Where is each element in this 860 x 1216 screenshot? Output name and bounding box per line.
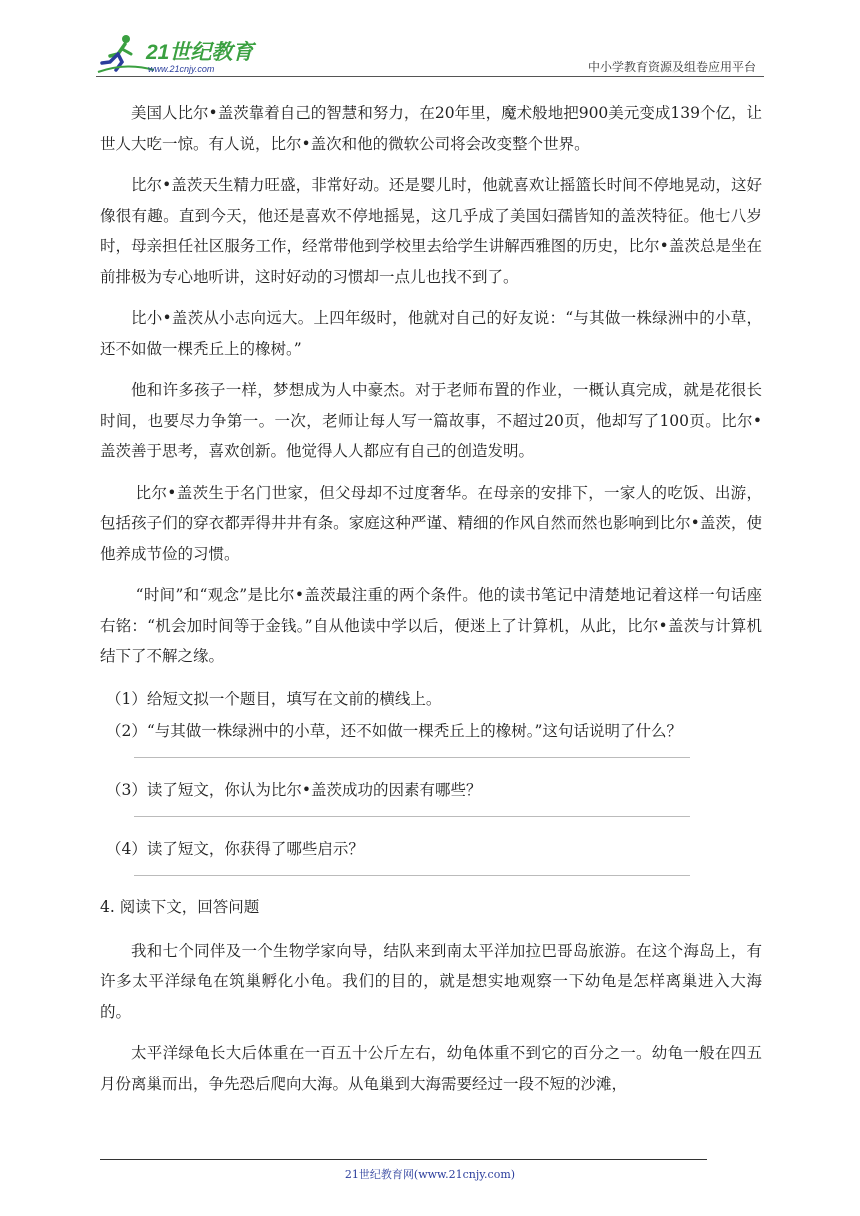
paragraph: 他和许多孩子一样，梦想成为人中豪杰。对于老师布置的作业，一概认真完成，就是花很长时间，也要尽力争第一。一次，老师让每人写一篇故事，不超过20页，他却写了100页。比尔•盖茨善于思考，喜欢创新。他觉得人人都应有自己的创造发明。 xyxy=(100,381,762,460)
footer-divider xyxy=(100,1159,707,1160)
platform-name: 中小学教育资源及组卷应用平台 xyxy=(587,60,756,74)
section-4-heading: 4. 阅读下文，回答问题 xyxy=(100,897,260,916)
answer-line-4[interactable] xyxy=(134,875,690,876)
site-logo xyxy=(96,32,266,76)
question-2: （2）“与其做一株绿洲中的小草，还不如做一棵秃丘上的橡树。”这句话说明了什么？ xyxy=(106,721,682,740)
paragraph: “时间”和“观念”是比尔•盖茨最注重的两个条件。他的读书笔记中清楚地记着这样一句话座右铭：“机会加时间等于金钱。”自从他读中学以后，便迷上了计算机，从此，比尔•盖茨与计算机结下了不解之缘。 xyxy=(100,586,762,665)
question-4: （4）读了短文，你获得了哪些启示？ xyxy=(106,839,364,858)
question-3: （3）读了短文，你认为比尔•盖茨成功的因素有哪些？ xyxy=(106,780,482,799)
answer-line-2[interactable] xyxy=(134,757,690,758)
paragraph: 我和七个同伴及一个生物学家向导，结队来到南太平洋加拉巴哥岛旅游。在这个海岛上，有许多太平洋绿龟在筑巢孵化小龟。我们的目的，就是想实地观察一下幼龟是怎样离巢进入大海的。 xyxy=(100,941,762,1021)
paragraph: 太平洋绿龟长大后体重在一百五十公斤左右，幼龟体重不到它的百分之一。幼龟一般在四五月份离巢而出，争先恐后爬向大海。从龟巢到大海需要经过一段不短的沙滩， xyxy=(100,1044,762,1093)
header-divider xyxy=(96,76,764,77)
paragraph: 比小•盖茨从小志向远大。上四年级时，他就对自己的好友说：“与其做一株绿洲中的小草，还不如做一棵秃丘上的橡树。” xyxy=(100,309,762,358)
page-header xyxy=(96,28,764,80)
answer-line-3[interactable] xyxy=(134,816,690,817)
paragraph: 比尔•盖茨生于名门世家，但父母却不过度奢华。在母亲的安排下，一家人的吃饭、出游，包括孩子们的穿衣都弄得井井有条。家庭这种严谨、精细的作风自然而然也影响到比尔•盖茨，使他养成节俭的习惯。 xyxy=(100,483,762,563)
footer-link[interactable]: 21世纪教育网(www.21cnjy.com) xyxy=(344,1168,516,1181)
question-1: （1）给短文拟一个题目，填写在文前的横线上。 xyxy=(106,689,442,708)
logo-url-text: www.21cnjy.com xyxy=(148,64,215,74)
document-body xyxy=(100,98,762,1110)
logo-main-text: 21世纪教育 xyxy=(146,41,254,64)
paragraph: 美国人比尔•盖茨靠着自己的智慧和努力，在20年里，魔术般地把900美元变成139个亿，让世人大吃一惊。有人说，比尔•盖次和他的微软公司将会改变整个世界。 xyxy=(100,104,762,153)
paragraph: 比尔•盖茨天生精力旺盛，非常好动。还是婴儿时，他就喜欢让摇篮长时间不停地晃动，这好像很有趣。直到今天，他还是喜欢不停地摇晃，这几乎成了美国妇孺皆知的盖茨特征。他七八岁时，母亲担任社区服务工作，经常带他到学校里去给学生讲解西雅图的历史，比尔•盖茨总是坐在前排极为专心地听讲，这时好动的习惯却一点儿也找不到了。 xyxy=(100,176,762,286)
